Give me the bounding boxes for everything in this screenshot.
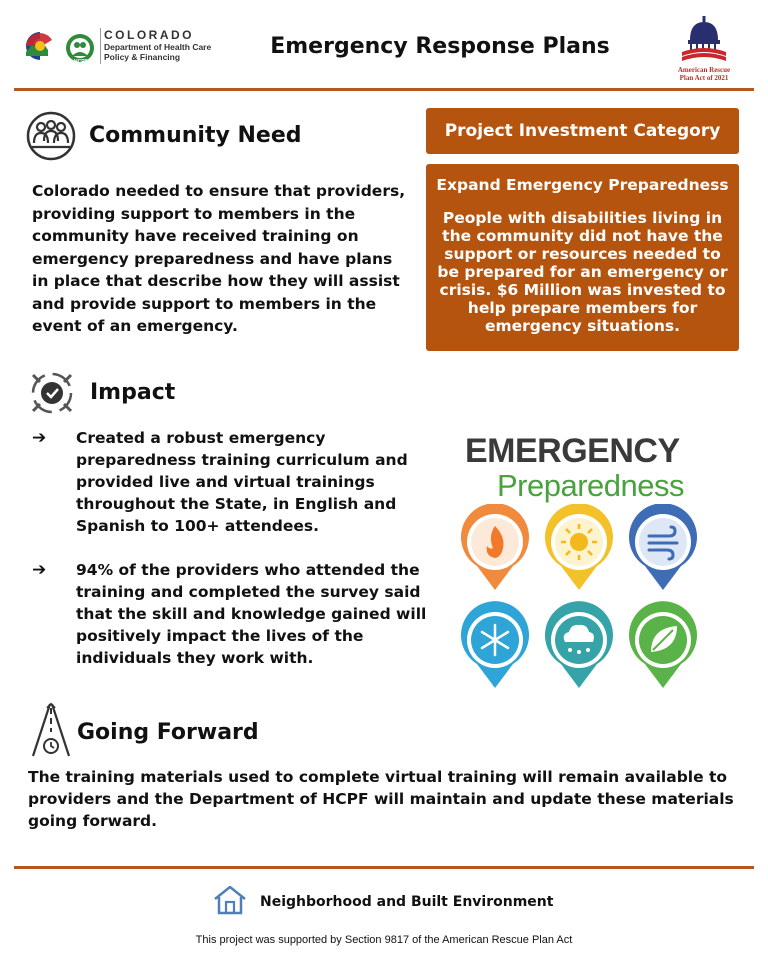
investment-category-name: Expand Emergency Preparedness xyxy=(436,176,729,194)
footer-category xyxy=(212,884,554,918)
sun-icon xyxy=(545,504,613,590)
preparedness-pins xyxy=(455,504,715,694)
snowflake-icon xyxy=(461,601,529,688)
arpa-logo xyxy=(666,14,742,86)
impact-heading: Impact xyxy=(90,380,176,405)
house-icon xyxy=(212,884,248,916)
fire-icon xyxy=(461,504,529,590)
impact-bullet-text: 94% of the providers who attended the training and completed the survey said that the skill and knowledge gained will positively impact the lives of the individuals they work with. xyxy=(76,561,427,667)
impact-bullet xyxy=(32,427,432,537)
going-forward-text: The training materials used to complete virtual training will remain available to providers and the Department of HCPF will maintain and update these materials going forward. xyxy=(28,768,734,830)
project-investment-category: Project Investment Category xyxy=(426,108,739,154)
page-title: Emergency Response Plans xyxy=(270,34,610,59)
target-check-icon xyxy=(27,369,77,421)
bottom-divider xyxy=(14,866,754,869)
arpa-line2: Plan Act of 2021 xyxy=(679,74,729,82)
road-icon xyxy=(30,702,72,762)
colorado-c-icon xyxy=(22,26,102,66)
graphic-title: EMERGENCY xyxy=(465,432,680,470)
arrow-right-icon: ➔ xyxy=(32,428,47,448)
community-need-heading: Community Need xyxy=(89,123,302,148)
impact-bullet-text: Created a robust emergency preparedness training curriculum and provided live and virtual trainings throughout the State, in English and Spanish to 100+ attendees. xyxy=(76,429,408,535)
graphic-subtitle: Preparedness xyxy=(497,468,685,503)
rain-cloud-icon xyxy=(545,601,613,688)
community-need-text: Colorado needed to ensure that providers, providing support to members in the community have received training on emergency preparedness and have plans in place that describe how they will assist and provide support to members in the event of an emergency. xyxy=(32,182,406,335)
arpa-text xyxy=(666,66,742,82)
footer-note: This project was supported by Section 9817 of the American Rescue Plan Act xyxy=(195,934,573,946)
arrow-right-icon: ➔ xyxy=(32,560,47,580)
org-dept-line1: Department of Health Care xyxy=(104,42,212,52)
hcpf-badge: HCPF xyxy=(74,59,88,65)
logo-divider xyxy=(100,28,101,64)
impact-bullet-list xyxy=(32,427,432,691)
investment-description-box xyxy=(426,164,739,351)
hcpf-logo xyxy=(22,26,222,70)
org-name: COLORADO xyxy=(104,28,194,42)
org-name-block xyxy=(104,28,211,62)
top-divider xyxy=(14,88,754,91)
going-forward-heading: Going Forward xyxy=(77,720,259,745)
footer-category-label: Neighborhood and Built Environment xyxy=(260,894,554,910)
capitol-dome-icon xyxy=(666,14,742,66)
community-icon xyxy=(26,111,76,165)
wind-icon xyxy=(629,504,697,590)
arpa-line1: American Rescue xyxy=(677,66,731,74)
org-dept-line2: Policy & Financing xyxy=(104,52,181,62)
leaf-icon xyxy=(629,601,697,688)
emergency-preparedness-graphic xyxy=(455,432,715,692)
investment-description: People with disabilities living in the community did not have the support or resources needed to be prepared for an emergency or crisis. $6 Million was invested to help prepare members for emergency situations. xyxy=(437,209,728,335)
impact-bullet xyxy=(32,559,432,669)
